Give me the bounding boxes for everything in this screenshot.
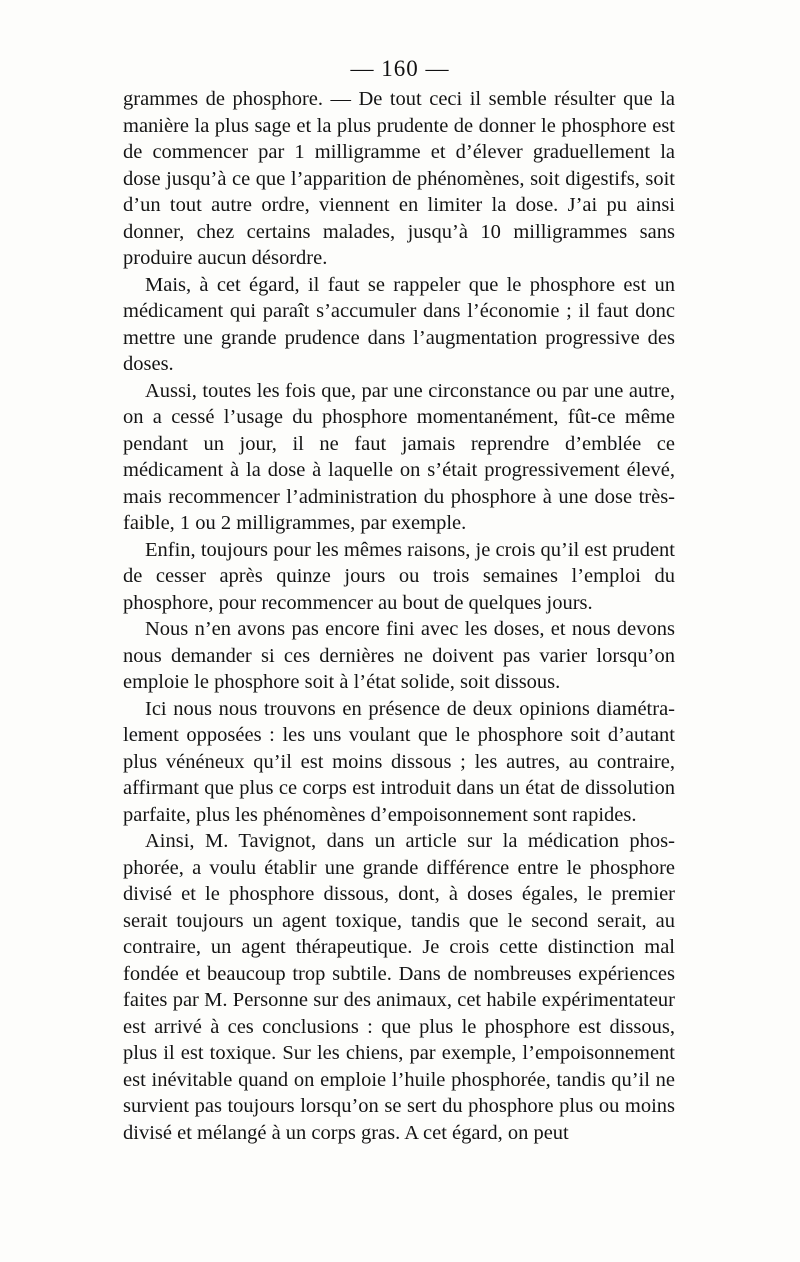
paragraph: Nous n’en avons pas encore fini avec les doses, et nous devons nous demander si ces dernières ne doivent pas varier lorsqu’on emploie le phosphore soit à l’état solide, soit dissous. [123,618,675,693]
page-number: — 160 — [350,56,450,81]
paragraph: Ici nous nous trouvons en présence de deux opinions diamétralement opposées : les uns voulant que le phosphore soit d’autant plus vénéneux qu’il est moins dissous ; les autres, au contraire, affirmant que plus ce corps est introduit dans un état de dissolution parfaite, plus les phénomènes d’empoisonnement sont rapides. [123,697,675,826]
paragraph-continuation: grammes de phosphore. — De tout ceci il semble résulter que la manière la plus sage et la plus prudente de donner le phosphore est de commencer par 1 milligramme et d’élever graduellement la dose jusqu’à ce que l’apparition de phénomènes, soit digestifs, soit d’un tout autre ordre, viennent en limiter la dose. J’ai pu ainsi donner, chez certains malades, jusqu’à 10 milligrammes sans produire aucun désordre. [123,88,675,269]
paragraph: Mais, à cet égard, il faut se rappeler que le phosphore est un médicament qui paraît s’accumuler dans l’économie ; il faut donc mettre une grande prudence dans l’augmentation progressive des doses. [123,273,675,375]
paragraph: Ainsi, M. Tavignot, dans un article sur la médication phosphorée, a voulu établir une grande différence entre le phosphore divisé et le phosphore dissous, dont, à doses égales, le premier serait toujours un agent toxique, tandis que le second serait, au contraire, un agent thérapeutique. Je crois cette distinction mal fondée et beaucoup trop subtile. Dans de nombreuses expériences faites par M. Personne sur des animaux, cet habile expérimentateur est arrivé à ces conclusions : que plus le phosphore est dissous, plus il est toxique. Sur les chiens, par exemple, l’empoisonnement est inévitable quand on emploie l’huile phosphorée, tandis qu’il ne survient pas toujours lorsqu’on se sert du phosphore plus ou moins divisé et mélangé à un corps gras. A cet égard, on peut [123,830,675,1144]
paragraph: Enfin, toujours pour les mêmes raisons, je crois qu’il est prudent de cesser après quinze jours ou trois semaines l’emploi du phosphore, pour recommencer au bout de quelques jours. [123,538,675,614]
body-text [123,86,675,1146]
paragraph: Aussi, toutes les fois que, par une circonstance ou par une autre, on a cessé l’usage du phosphore momentanément, fût-ce même pendant un jour, il ne faut jamais reprendre d’emblée ce médicament à la dose à laquelle on s’était progressivement élevé, mais recommencer l’administration du phosphore à une dose très-faible, 1 ou 2 milligrammes, par exemple. [123,379,675,534]
